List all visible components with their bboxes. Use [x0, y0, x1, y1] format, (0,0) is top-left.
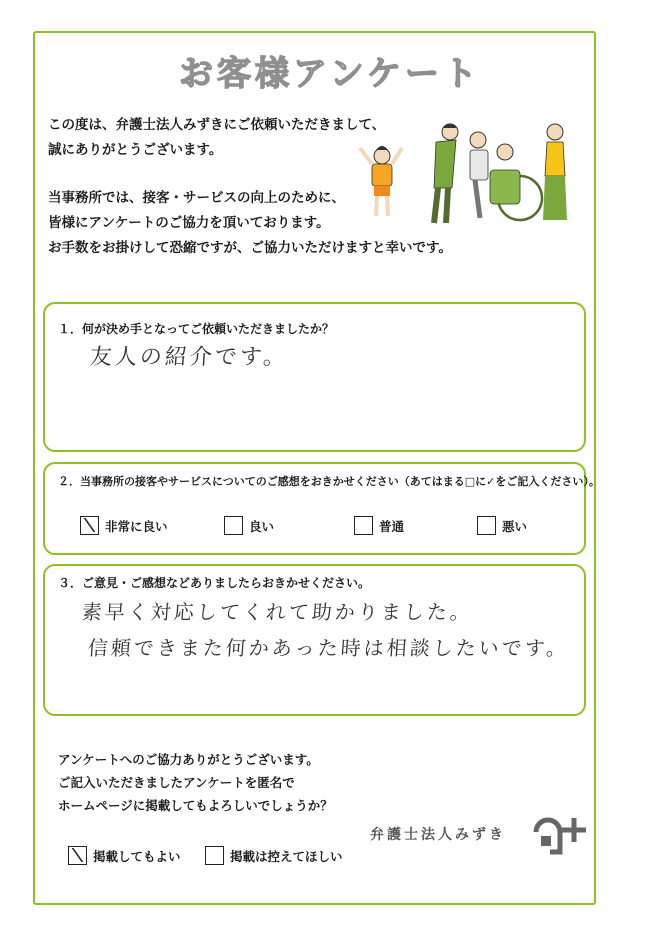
checkbox-decline-publish[interactable] — [205, 846, 224, 865]
question-2-text: ２．当事務所の接客やサービスについてのご感想をおきかせください（あてはまる□に✓をご記入ください）。 — [58, 475, 600, 488]
rating-option-good[interactable] — [224, 516, 274, 535]
rating-option-very-good[interactable] — [80, 516, 168, 535]
question-3-answer-line-1: 素早く対応してくれて助かりました。 — [81, 600, 474, 624]
firm-name: 弁護士法人みずき — [370, 827, 506, 843]
child-figure — [360, 146, 402, 216]
consent-label-allow: 掲載してもよい — [93, 848, 181, 864]
question-1-answer: 友人の紹介です。 — [88, 345, 289, 370]
checkbox-good[interactable] — [224, 516, 243, 535]
consent-option-allow[interactable] — [68, 846, 181, 865]
wheelchair-group — [470, 124, 567, 220]
firm-logo — [532, 806, 588, 856]
intro-line-3: 当事務所では、接客・サービスの向上のために、 — [48, 190, 345, 206]
intro-line-4: 皆様にアンケートのご協力を頂いております。 — [48, 215, 330, 231]
rating-option-bad[interactable] — [477, 516, 527, 535]
rating-label-good: 良い — [249, 518, 275, 534]
page-title: お客様アンケート — [179, 54, 481, 94]
checkbox-average[interactable] — [354, 516, 373, 535]
closing-line-1: アンケートへのご協力ありがとうございます。 — [58, 752, 319, 767]
intro-line-2: 誠にありがとうございます。 — [48, 142, 223, 158]
people-illustration — [350, 118, 585, 233]
consent-option-decline[interactable] — [205, 846, 343, 865]
closing-line-3: ホームページに掲載してもよろしいでしょうか？ — [58, 798, 333, 813]
question-3-text: ３．ご意見・ご感想などありましたらおきかせください。 — [58, 576, 371, 590]
intro-line-1: この度は、弁護士法人みずきにご依頼いただきまして、 — [48, 117, 386, 133]
intro-line-5: お手数をお掛けして恐縮ですが、ご協力いただけますと幸いです。 — [48, 240, 452, 256]
consent-label-decline: 掲載は控えてほしい — [230, 848, 343, 864]
checkbox-bad[interactable] — [477, 516, 496, 535]
checkbox-very-good[interactable] — [80, 516, 99, 535]
rating-label-very-good: 非常に良い — [105, 518, 168, 534]
closing-line-2: ご記入いただきましたアンケートを匿名で — [58, 775, 295, 790]
lawyer-figure — [434, 124, 458, 224]
rating-label-bad: 悪い — [502, 518, 528, 534]
question-1-text: １．何が決め手となってご依頼いただきましたか？ — [58, 322, 335, 336]
question-3-answer-line-2: 信頼できまた何かあった時は相談したいです。 — [87, 636, 570, 660]
checkbox-allow-publish[interactable] — [68, 846, 87, 865]
rating-option-average[interactable] — [354, 516, 404, 535]
rating-label-average: 普通 — [379, 518, 405, 534]
